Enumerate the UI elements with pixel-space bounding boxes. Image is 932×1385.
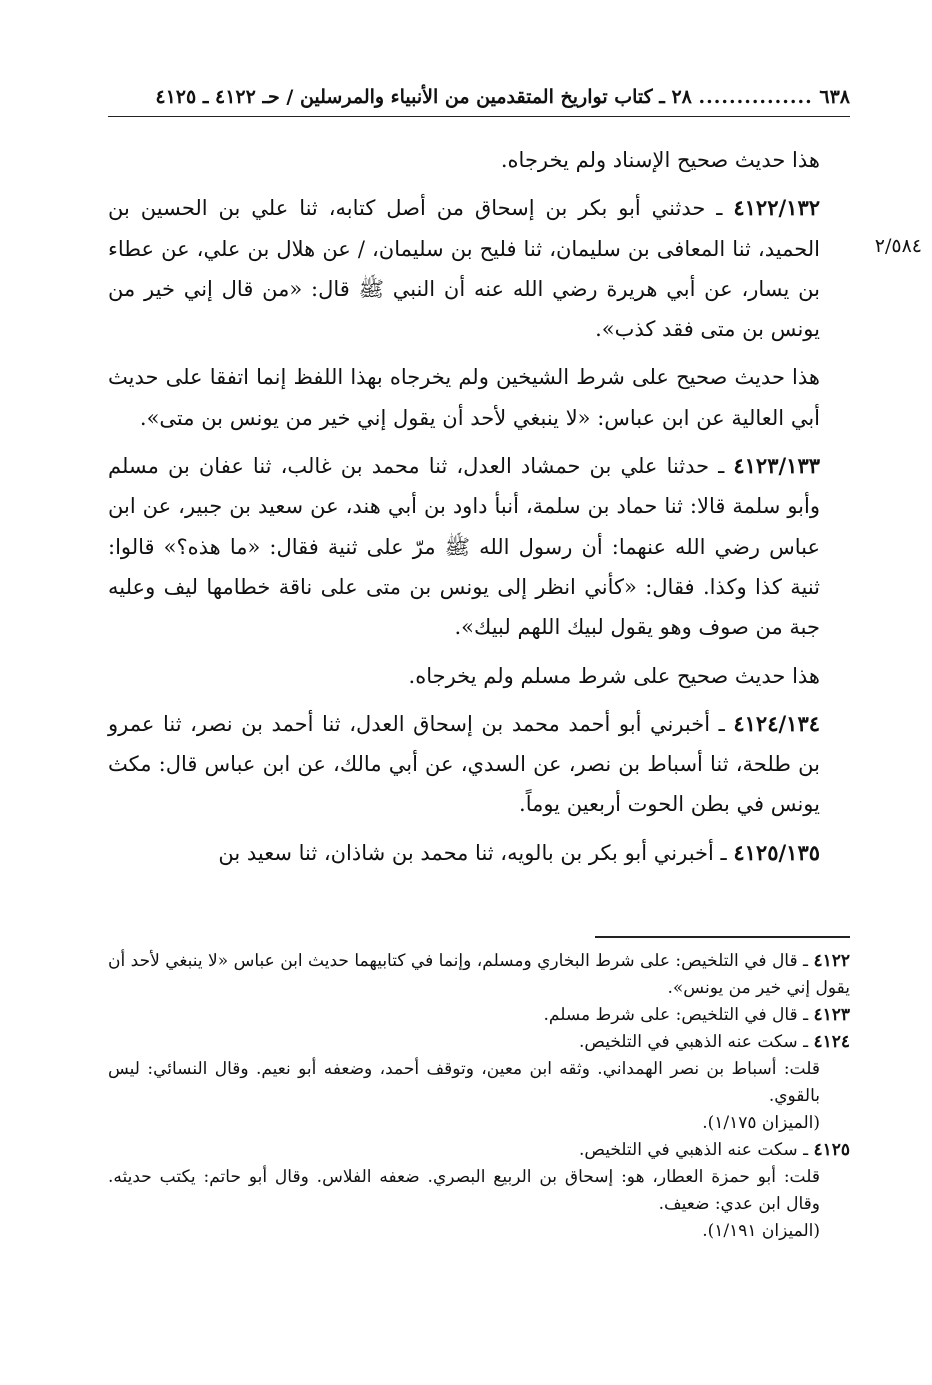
- footnote-4125-note: قلت: أبو حمزة العطار، هو: إسحاق بن الربيع البصري. ضعفه الفلاس. وقال أبو حاتم: يكتب حديثه. وقال ابن عدي: ضعيف.: [108, 1167, 820, 1214]
- hadith-4125: [108, 833, 850, 873]
- hadith-text: ـ حدثنا علي بن حمشاد العدل، ثنا محمد بن غالب، ثنا عفان بن مسلم وأبو سلمة قالا: ثنا حماد بن سلمة، أنبأ داود بن أبي هند، عن سعيد بن جبير، عن ابن عباس رضي الله عنهما: أن رسول الله ﷺ مرّ على ثنية فقال: «ما هذه؟» قالوا: ثنية كذا وكذا. فقال: «كأني انظر إلى يونس بن متى على ناقة خطامها ليف وعليه جبة من صوف وهو يقول لبيك اللهم لبيك».: [108, 454, 820, 640]
- grading-paragraph-2: هذا حديث صحيح على شرط الشيخين ولم يخرجاه بهذا اللفظ إنما اتفقا على حديث أبي العالية عن ابن عباس: «لا ينبغي لأحد أن يقول إني خير من يونس بن متى».: [108, 365, 820, 430]
- grading-paragraph-1: هذا حديث صحيح الإسناد ولم يخرجاه.: [500, 148, 820, 172]
- footnote-number: ٤١٢٥: [813, 1140, 850, 1160]
- footnote-text: ـ سكت عنه الذهبي في التلخيص.: [578, 1032, 814, 1052]
- main-text: [108, 140, 850, 881]
- hadith-4123: [108, 446, 850, 647]
- footnote-4124-reference: (الميزان ١/١٧٥).: [702, 1113, 820, 1133]
- footnote-number: ٤١٢٢: [813, 951, 850, 971]
- hadith-text: ـ حدثني أبو بكر بن إسحاق من أصل كتابه، ثنا علي بن الحسين بن الحميد، ثنا المعافى بن سليمان، ثنا فليح بن سليمان، / عن هلال بن علي، عن عطاء بن يسار، عن أبي هريرة رضي الله عنه أن النبي ﷺ قال: «من قال إني خير من يونس بن متى فقد كذب».: [108, 196, 820, 342]
- footnote-separator: [595, 936, 850, 938]
- page-number: ٦٣٨: [819, 86, 850, 108]
- footnote-4125-reference: (الميزان ١/١٩١).: [702, 1221, 820, 1241]
- hadith-number: ٤١٢٤/١٣٤: [733, 710, 820, 736]
- footnote-4122: [108, 948, 850, 1002]
- footnote-number: ٤١٢٤: [813, 1032, 850, 1052]
- footnote-4123: [108, 1002, 850, 1029]
- grading-paragraph-3: هذا حديث صحيح على شرط مسلم ولم يخرجاه.: [408, 663, 820, 688]
- footnote-text: ـ سكت عنه الذهبي في التلخيص.: [578, 1140, 814, 1160]
- hadith-text: ـ أخبرني أبو بكر بن بالويه، ثنا محمد بن شاذان، ثنا سعيد بن: [218, 840, 734, 865]
- margin-page-reference: ٢/٥٨٤: [874, 235, 922, 257]
- hadith-number: ٤١٢٢/١٣٢: [733, 195, 820, 221]
- running-header: [108, 84, 850, 117]
- header-leader-dots: ...............: [698, 86, 813, 108]
- footnote-text: ـ قال في التلخيص: على شرط البخاري ومسلم، وإنما في كتابيهما حديث ابن عباس «لا ينبغي لأحد أن يقول إني خير من يونس».: [108, 951, 850, 998]
- header-title: ٢٨ ـ كتاب تواريخ المتقدمين من الأنبياء والمرسلين / حـ ٤١٢٢ ـ ٤١٢٥: [155, 86, 692, 108]
- footnote-4125: [108, 1137, 850, 1164]
- footnote-4124: [108, 1029, 850, 1056]
- hadith-4124: [108, 704, 850, 825]
- footnotes: [108, 948, 850, 1245]
- footnote-number: ٤١٢٣: [813, 1005, 850, 1025]
- hadith-4122: [108, 188, 850, 349]
- hadith-number: ٤١٢٣/١٣٣: [733, 453, 820, 479]
- footnote-text: ـ قال في التلخيص: على شرط مسلم.: [543, 1005, 814, 1025]
- hadith-number: ٤١٢٥/١٣٥: [733, 839, 820, 865]
- hadith-text: ـ أخبرني أبو أحمد محمد بن إسحاق العدل، ثنا أحمد بن نصر، ثنا عمرو بن طلحة، ثنا أسباط بن نصر، عن السدي، عن أبي مالك، عن ابن عباس قال: مكث يونس في بطن الحوت أربعين يوماً.: [108, 711, 820, 817]
- footnote-4124-note: قلت: أسباط بن نصر الهمداني. وثقه ابن معين، وتوقف أحمد، وضعفه أبو نعيم. وقال النسائي: ليس بالقوي.: [108, 1059, 820, 1106]
